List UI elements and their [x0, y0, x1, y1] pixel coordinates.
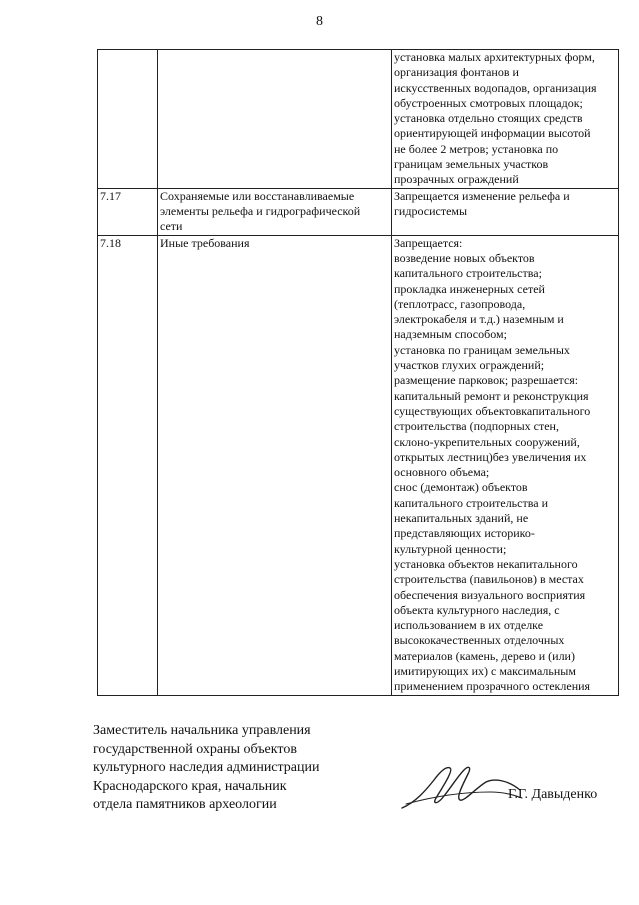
text-line: участков глухих ограждений;	[394, 358, 545, 373]
text-line: установка малых архитектурных форм,	[394, 50, 595, 64]
position-line: Краснодарского края, начальник	[93, 778, 287, 794]
text-line: существующих объектовкапитального	[394, 403, 591, 418]
position-line: Заместитель начальника управления	[93, 723, 311, 738]
name-line: Иные требования	[160, 235, 250, 250]
text-line: прокладка инженерных сетей	[394, 281, 545, 296]
text-line: ориентирующей информации высотой	[394, 126, 591, 141]
text-line: открытых лестниц)без увеличения их	[394, 449, 587, 464]
table-row	[98, 235, 619, 695]
text-line: прозрачных ограждений	[394, 172, 519, 187]
text-line: установка объектов некапитального	[394, 556, 578, 571]
row-number-cell	[98, 50, 158, 189]
signatory-name: Г.Г. Давыденко	[508, 787, 598, 802]
row-number-cell: 7.18	[98, 235, 158, 695]
handwritten-signature	[398, 758, 523, 818]
text-line: материалов (камень, дерево и (или)	[394, 648, 575, 663]
text-line: (теплотрасс, газопровода,	[394, 296, 526, 311]
position-line: отдела памятников археологии	[93, 797, 277, 812]
position-line: государственной охраны объектов	[93, 741, 297, 757]
row-number-cell: 7.17	[98, 188, 158, 235]
text-line: возведение новых объектов	[394, 250, 535, 265]
text-line: представляющих историко-	[394, 526, 535, 541]
row-name-cell	[158, 188, 392, 235]
text-line: объекта культурного наследия, с	[394, 602, 560, 617]
text-line: культурной ценности;	[394, 541, 507, 556]
text-line: капитального строительства и	[394, 495, 548, 510]
text-line: Запрещается изменение рельефа и	[394, 188, 570, 203]
text-line: электрокабеля и т.д.) наземным и	[394, 312, 564, 327]
text-line: установка по границам земельных	[394, 342, 570, 357]
row-name-cell	[158, 235, 392, 695]
text-line: основного объема;	[394, 465, 490, 480]
text-line: высококачественных отделочных	[394, 633, 565, 648]
row-text-cell	[392, 188, 619, 235]
text-line: строительства (павильонов) в местах	[394, 572, 584, 587]
signatory-position	[93, 722, 320, 815]
page-number: 8	[316, 14, 323, 29]
text-line: искусственных водопадов, организация	[394, 80, 597, 95]
text-line: склоно-укрепительных сооружений,	[394, 434, 580, 449]
text-line: обеспечения визуального восприятия	[394, 587, 586, 602]
position-line: культурного наследия администрации	[93, 760, 320, 775]
text-line: обустроенных смотровых площадок;	[394, 95, 583, 110]
text-line: использованием в их отделке	[394, 618, 544, 633]
text-line: границам земельных участков	[394, 157, 549, 172]
table-row	[98, 188, 619, 235]
text-line: некапитальных зданий, не	[394, 511, 529, 526]
text-line: строительства (подпорных стен,	[394, 419, 559, 434]
text-line: установка отдельно стоящих средств	[394, 111, 583, 126]
row-name-cell	[158, 50, 392, 189]
text-line: Запрещается:	[394, 235, 463, 250]
text-line: имитирующих их) с максимальным	[394, 663, 576, 678]
text-line: гидросистемы	[394, 203, 468, 218]
text-line: применением прозрачного остекления	[394, 679, 591, 694]
name-line: сети	[160, 219, 183, 234]
row-text-cell	[392, 235, 619, 695]
text-line: размещение парковок; разрешается:	[394, 373, 579, 388]
text-line: не более 2 метров; установка по	[394, 141, 559, 156]
name-line: Сохраняемые или восстанавливаемые	[160, 188, 355, 203]
table-row	[98, 50, 619, 189]
row-text-cell	[392, 50, 619, 189]
name-line: элементы рельефа и гидрографической	[160, 203, 361, 218]
text-line: снос (демонтаж) объектов	[394, 480, 528, 495]
text-line: капитальный ремонт и реконструкция	[394, 388, 589, 403]
requirements-table	[97, 49, 619, 696]
text-line: капитального строительства;	[394, 266, 542, 281]
text-line: надземным способом;	[394, 327, 507, 342]
text-line: организация фонтанов и	[394, 65, 519, 80]
